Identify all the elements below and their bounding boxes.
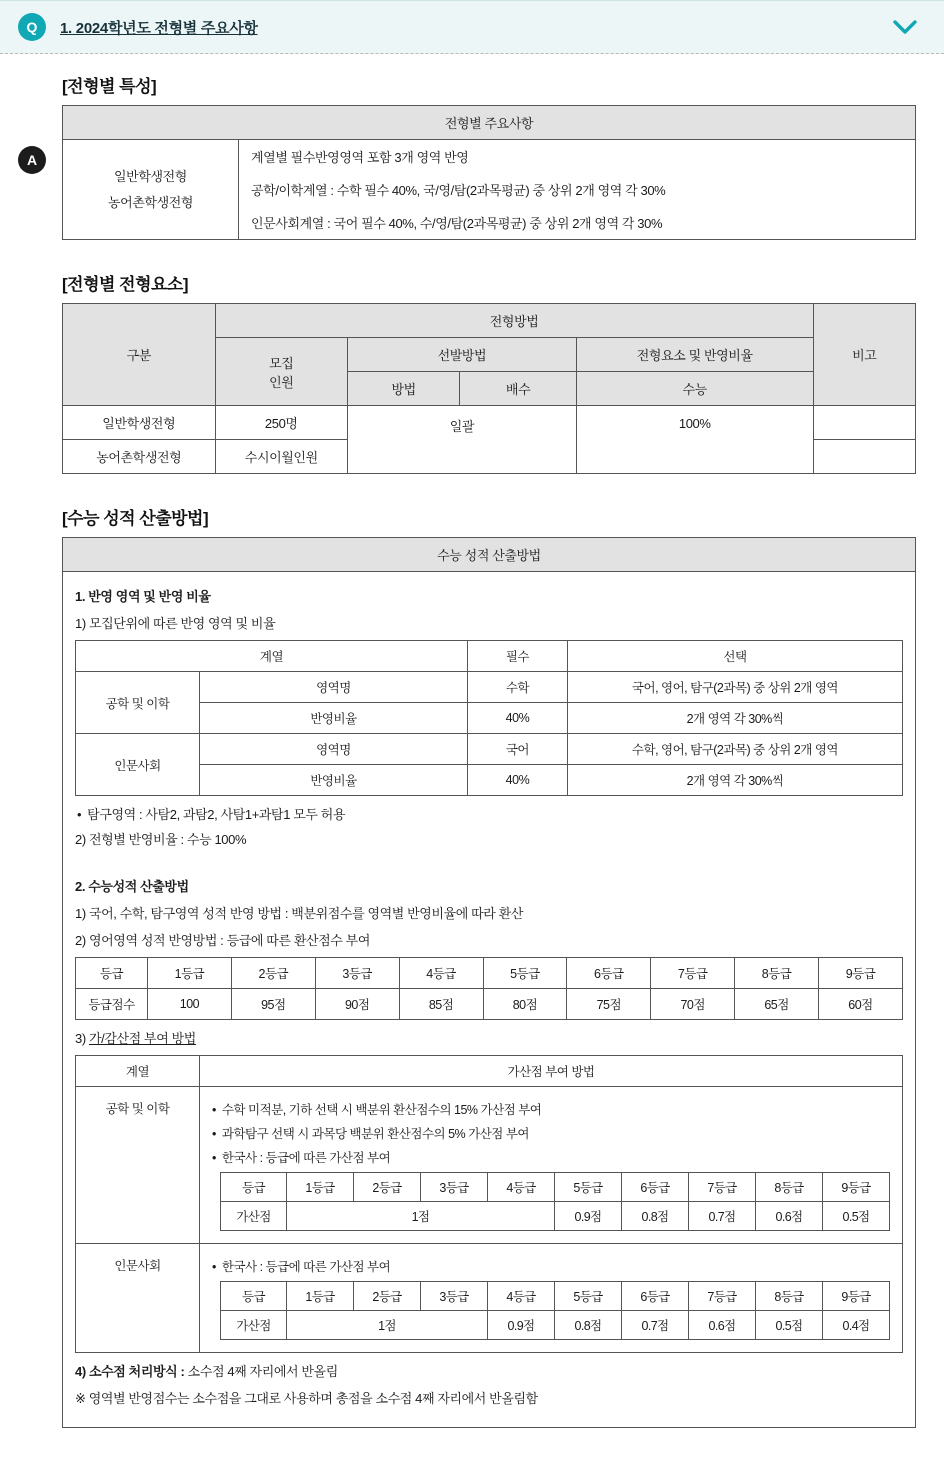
bonus-header-method: 가산점 부여 방법 <box>200 1056 903 1087</box>
detail-line: 계열별 필수반영영역 포함 3개 영역 반영 <box>251 150 469 165</box>
table-row <box>76 1087 903 1244</box>
part2-sub4 <box>75 1361 903 1380</box>
mini-merged-value: 1점 <box>287 1202 555 1231</box>
table-row <box>76 703 903 734</box>
mini-grade: 5등급 <box>555 1282 622 1311</box>
mini-grade: 6등급 <box>622 1282 689 1311</box>
answer-badge: A <box>18 146 46 174</box>
answer-content <box>62 72 916 1428</box>
row-required: 40% <box>467 703 567 734</box>
mini-value: 0.5점 <box>823 1202 890 1231</box>
mini-value: 0.6점 <box>756 1202 823 1231</box>
header-multiple: 배수 <box>460 372 576 406</box>
table-row <box>76 765 903 796</box>
table-row <box>76 734 903 765</box>
table-row <box>63 304 916 338</box>
cell-selection-value: 일괄 <box>347 406 576 474</box>
header-optional: 선택 <box>567 641 902 672</box>
header-remark: 비고 <box>813 304 915 406</box>
bonus-item: • 한국사 : 등급에 따른 가산점 부여 <box>212 1257 892 1275</box>
question-title[interactable]: 1. 2024학년도 전형별 주요사항 <box>60 19 258 37</box>
header-suneung: 수능 <box>576 372 813 406</box>
grade-header: 7등급 <box>651 958 735 989</box>
grade-score: 65점 <box>735 989 819 1020</box>
grade-header: 8등급 <box>735 958 819 989</box>
spacer <box>75 856 903 872</box>
part2-sub3 <box>75 1028 903 1047</box>
bonus-header-series: 계열 <box>76 1056 200 1087</box>
mini-row-label: 등급 <box>221 1173 287 1202</box>
mini-grade: 2등급 <box>354 1173 421 1202</box>
mini-grade: 7등급 <box>689 1282 756 1311</box>
section-title-score-calc: [수능 성적 산출방법] <box>62 509 209 528</box>
table-row <box>76 1244 903 1353</box>
header-method: 전형방법 <box>215 304 813 338</box>
row-name-general: 일반학생전형 <box>63 406 216 440</box>
row-optional: 수학, 영어, 탐구(2과목) 중 상위 2개 영역 <box>567 734 902 765</box>
header-gubun: 구분 <box>63 304 216 406</box>
korean-history-bonus-table-engineering <box>220 1172 890 1231</box>
bonus-item: • 한국사 : 등급에 따른 가산점 부여 <box>212 1148 892 1166</box>
row-label: 영역명 <box>200 734 468 765</box>
mini-value: 0.9점 <box>488 1311 555 1340</box>
score-table-header: 수능 성적 산출방법 <box>63 538 916 572</box>
table-row <box>63 140 916 240</box>
admission-elements-table <box>62 303 916 474</box>
mini-grade: 1등급 <box>287 1173 354 1202</box>
answer-body <box>0 54 944 1468</box>
mini-grade: 4등급 <box>488 1173 555 1202</box>
mini-grade: 3등급 <box>421 1282 488 1311</box>
row-label: 반영비율 <box>200 765 468 796</box>
table-row <box>221 1311 890 1340</box>
part2-sub2: 2) 영어영역 성적 반영방법 : 등급에 따른 환산점수 부여 <box>75 933 370 948</box>
bonus-humanities-content <box>200 1244 903 1353</box>
korean-history-bonus-table-humanities <box>220 1281 890 1340</box>
grade-row-label: 등급점수 <box>76 989 148 1020</box>
table-row <box>76 672 903 703</box>
mini-grade: 2등급 <box>354 1282 421 1311</box>
reflection-ratio-table <box>75 640 903 796</box>
question-header[interactable] <box>0 0 944 54</box>
admission-type-rural: 농어촌학생전형 <box>107 194 194 210</box>
section-title-elements: [전형별 전형요소] <box>62 275 188 294</box>
grade-score: 85점 <box>399 989 483 1020</box>
row-required: 수학 <box>467 672 567 703</box>
sub3-prefix: 3) <box>75 1031 89 1046</box>
sub4-rest: 소수점 4째 자리에서 반올림 <box>187 1364 338 1379</box>
table-row <box>221 1202 890 1231</box>
row-quota-rural: 수시이월인원 <box>215 440 347 474</box>
mini-value: 0.7점 <box>689 1202 756 1231</box>
mini-row-label: 등급 <box>221 1282 287 1311</box>
bonus-engineering-content <box>200 1087 903 1244</box>
question-badge: Q <box>18 13 46 41</box>
mini-grade: 5등급 <box>555 1173 622 1202</box>
mini-value: 0.5점 <box>756 1311 823 1340</box>
mini-value: 0.9점 <box>555 1202 622 1231</box>
chevron-down-icon[interactable] <box>892 19 918 35</box>
row-optional: 2개 영역 각 30%씩 <box>567 765 902 796</box>
header-quota-line2: 인원 <box>269 374 294 390</box>
bonus-group-engineering: 공학 및 이학 <box>76 1087 200 1244</box>
grade-row-label: 등급 <box>76 958 148 989</box>
mini-grade: 4등급 <box>488 1282 555 1311</box>
table-row <box>63 572 916 1428</box>
grade-header: 2등급 <box>231 958 315 989</box>
part2-sub1: 1) 국어, 수학, 탐구영역 성적 반영 방법 : 백분위점수를 영역별 반영비율에 따라 환산 <box>75 906 523 921</box>
detail-line: 공학/이학계열 : 수학 필수 40%, 국/영/탐(2과목평균) 중 상위 2개 영역 각 30% <box>251 183 666 198</box>
row-quota-general: 250명 <box>215 406 347 440</box>
mini-value: 0.7점 <box>622 1311 689 1340</box>
mini-grade: 9등급 <box>823 1173 890 1202</box>
mini-value: 0.6점 <box>689 1311 756 1340</box>
header-quota <box>215 338 347 406</box>
header-series: 계열 <box>76 641 468 672</box>
score-calculation-table <box>62 537 916 1428</box>
row-name-rural: 농어촌학생전형 <box>63 440 216 474</box>
table-row <box>63 106 916 140</box>
mini-row-label: 가산점 <box>221 1202 287 1231</box>
table-row <box>221 1282 890 1311</box>
group-name-engineering: 공학 및 이학 <box>76 672 200 734</box>
mini-value: 0.4점 <box>823 1311 890 1340</box>
grade-score: 70점 <box>651 989 735 1020</box>
bonus-item: • 수학 미적분, 기하 선택 시 백분위 환산점수의 15% 가산점 부여 <box>212 1100 892 1118</box>
mini-value: 0.8점 <box>555 1311 622 1340</box>
row-optional: 2개 영역 각 30%씩 <box>567 703 902 734</box>
section-title-characteristics: [전형별 특성] <box>62 77 157 96</box>
row-required: 국어 <box>467 734 567 765</box>
mini-value: 0.8점 <box>622 1202 689 1231</box>
table-row <box>63 406 916 440</box>
table-row <box>76 989 903 1020</box>
row-required: 40% <box>467 765 567 796</box>
grade-header: 4등급 <box>399 958 483 989</box>
grade-score: 80점 <box>483 989 567 1020</box>
bonus-item: • 과학탐구 선택 시 과목당 백분위 환산점수의 5% 가산점 부여 <box>212 1124 892 1142</box>
detail-line: 인문사회계열 : 국어 필수 40%, 수/영/탐(2과목평균) 중 상위 2개 영역 각 30% <box>251 216 663 231</box>
grade-score: 100 <box>148 989 232 1020</box>
mini-merged-value: 1점 <box>287 1311 488 1340</box>
part1-sub1: 1) 모집단위에 따른 반영 영역 및 비율 <box>75 616 276 631</box>
table-header-cell: 전형별 주요사항 <box>63 106 916 140</box>
table-row <box>221 1173 890 1202</box>
mini-grade: 9등급 <box>823 1282 890 1311</box>
sub4-bold: 4) 소수점 처리방식 : <box>75 1364 188 1379</box>
part2-note: ※ 영역별 반영점수는 소수점을 그대로 사용하며 총점을 소수점 4째 자리에서 반올림함 <box>75 1391 538 1406</box>
mini-grade: 7등급 <box>689 1173 756 1202</box>
grade-header: 9등급 <box>819 958 903 989</box>
table-row <box>76 1056 903 1087</box>
header-required: 필수 <box>467 641 567 672</box>
row-label: 영역명 <box>200 672 468 703</box>
sub3-underlined: 가/감산점 부여 방법 <box>88 1031 196 1046</box>
part2-heading: 2. 수능성적 산출방법 <box>75 879 189 894</box>
grade-score: 60점 <box>819 989 903 1020</box>
group-name-humanities: 인문사회 <box>76 734 200 796</box>
grade-score: 95점 <box>231 989 315 1020</box>
table-row <box>76 958 903 989</box>
row-optional: 국어, 영어, 탐구(2과목) 중 상위 2개 영역 <box>567 672 902 703</box>
grade-score: 90점 <box>315 989 399 1020</box>
part1-bullet: • 탐구영역 : 사탐2, 과탐2, 사탐1+과탐1 모두 허용 <box>77 804 903 823</box>
row-label: 반영비율 <box>200 703 468 734</box>
cell-suneung-value: 100% <box>576 406 813 474</box>
grade-header: 3등급 <box>315 958 399 989</box>
mini-row-label: 가산점 <box>221 1311 287 1340</box>
table-row <box>76 641 903 672</box>
header-quota-line1: 모집 <box>269 355 294 371</box>
grade-header: 1등급 <box>148 958 232 989</box>
bonus-group-humanities: 인문사회 <box>76 1244 200 1353</box>
mini-grade: 8등급 <box>756 1173 823 1202</box>
header-selection: 선발방법 <box>347 338 576 372</box>
admission-details-cell <box>239 140 916 240</box>
grade-header: 6등급 <box>567 958 651 989</box>
mini-grade: 8등급 <box>756 1282 823 1311</box>
mini-grade: 1등급 <box>287 1282 354 1311</box>
cell-remark-rural <box>813 440 915 474</box>
part1-sub2: 2) 전형별 반영비율 : 수능 100% <box>75 832 247 847</box>
admission-type-labels <box>63 140 239 240</box>
grade-header: 5등급 <box>483 958 567 989</box>
admission-type-general: 일반학생전형 <box>114 168 187 184</box>
header-way: 방법 <box>347 372 459 406</box>
mini-grade: 6등급 <box>622 1173 689 1202</box>
mini-grade: 3등급 <box>421 1173 488 1202</box>
english-grade-score-table <box>75 957 903 1020</box>
table-row <box>63 538 916 572</box>
grade-score: 75점 <box>567 989 651 1020</box>
cell-remark-general <box>813 406 915 440</box>
bonus-point-table <box>75 1055 903 1353</box>
score-calc-panel <box>63 572 916 1428</box>
part1-heading: 1. 반영 영역 및 반영 비율 <box>75 589 211 604</box>
header-factors: 전형요소 및 반영비율 <box>576 338 813 372</box>
admission-characteristics-table <box>62 105 916 240</box>
